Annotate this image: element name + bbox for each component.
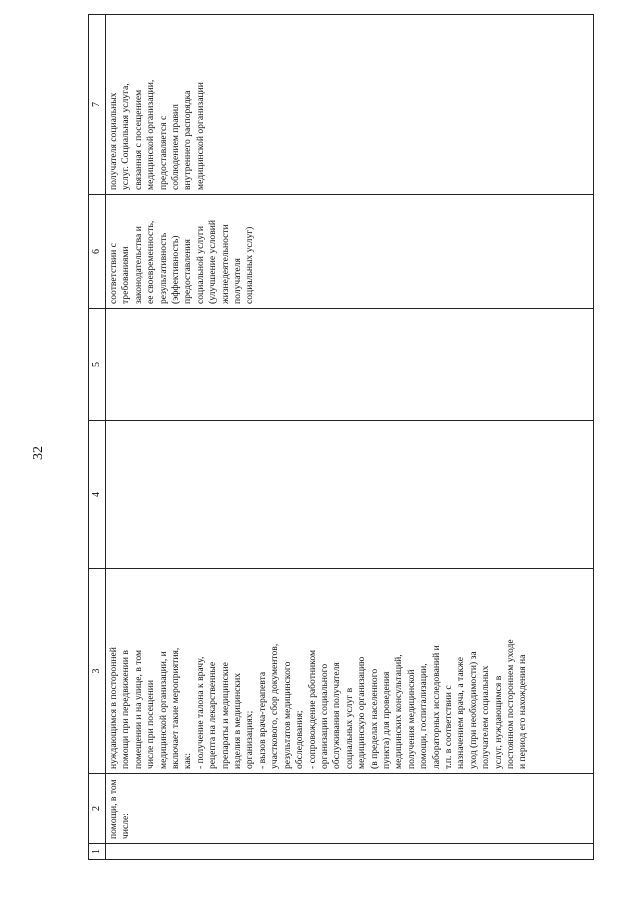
header-row [89,15,106,860]
col-header-4: 4 [89,421,106,569]
cell-col-5 [106,309,594,421]
table-row [106,15,594,860]
cell-service-name: помощи, в том числе: [106,774,594,844]
col-header-3: 3 [89,569,106,774]
cell-service-description: нуждающимся в посторонней помощи при передвижении в помещении и на улице, в том числе при посещении медицинской организации, и включает такие мероприятия, как: - получение талона к врачу, рецепта на лекарственные препараты и медицинские изделия в медицинских организациях; - вызов врача-терапевта участкового, сбор документов, результатов медицинского обследования; - сопровождение работником организации социального обслуживания получателя социальных услуг в медицинскую организацию (в пределах населенного пункта) для проведения медицинских консультаций, получения медицинской помощи, госпитализации, лабораторных исследований и т.п. в соответствии с назначением врача, а также уход (при необходимости) за получателем социальных услуг, нуждающимся в постоянном постороннем уходе и период его нахождения на [106,569,594,774]
rotated-table-wrapper [88,15,594,860]
services-table [88,14,594,860]
col-header-2: 2 [89,774,106,844]
cell-col-4 [106,421,594,569]
cell-quality-indicators: соответствии с требованиями законодательства и ее своевременность, результативность (эффективность) предоставления социальной услуги (улучшение условий жизнедеятельности получателя социальных услуг) [106,195,594,309]
cell-col-1 [106,844,594,860]
cell-conditions: получателя социальных услуг. Социальная услуга, связанная с посещением медицинской организации, предоставляется с соблюдением правил внутреннего распорядка медицинской организации [106,15,594,195]
col-header-6: 6 [89,195,106,309]
col-header-7: 7 [89,15,106,195]
page-number: 32 [31,446,46,460]
col-header-1: 1 [89,844,106,860]
col-header-5: 5 [89,309,106,421]
